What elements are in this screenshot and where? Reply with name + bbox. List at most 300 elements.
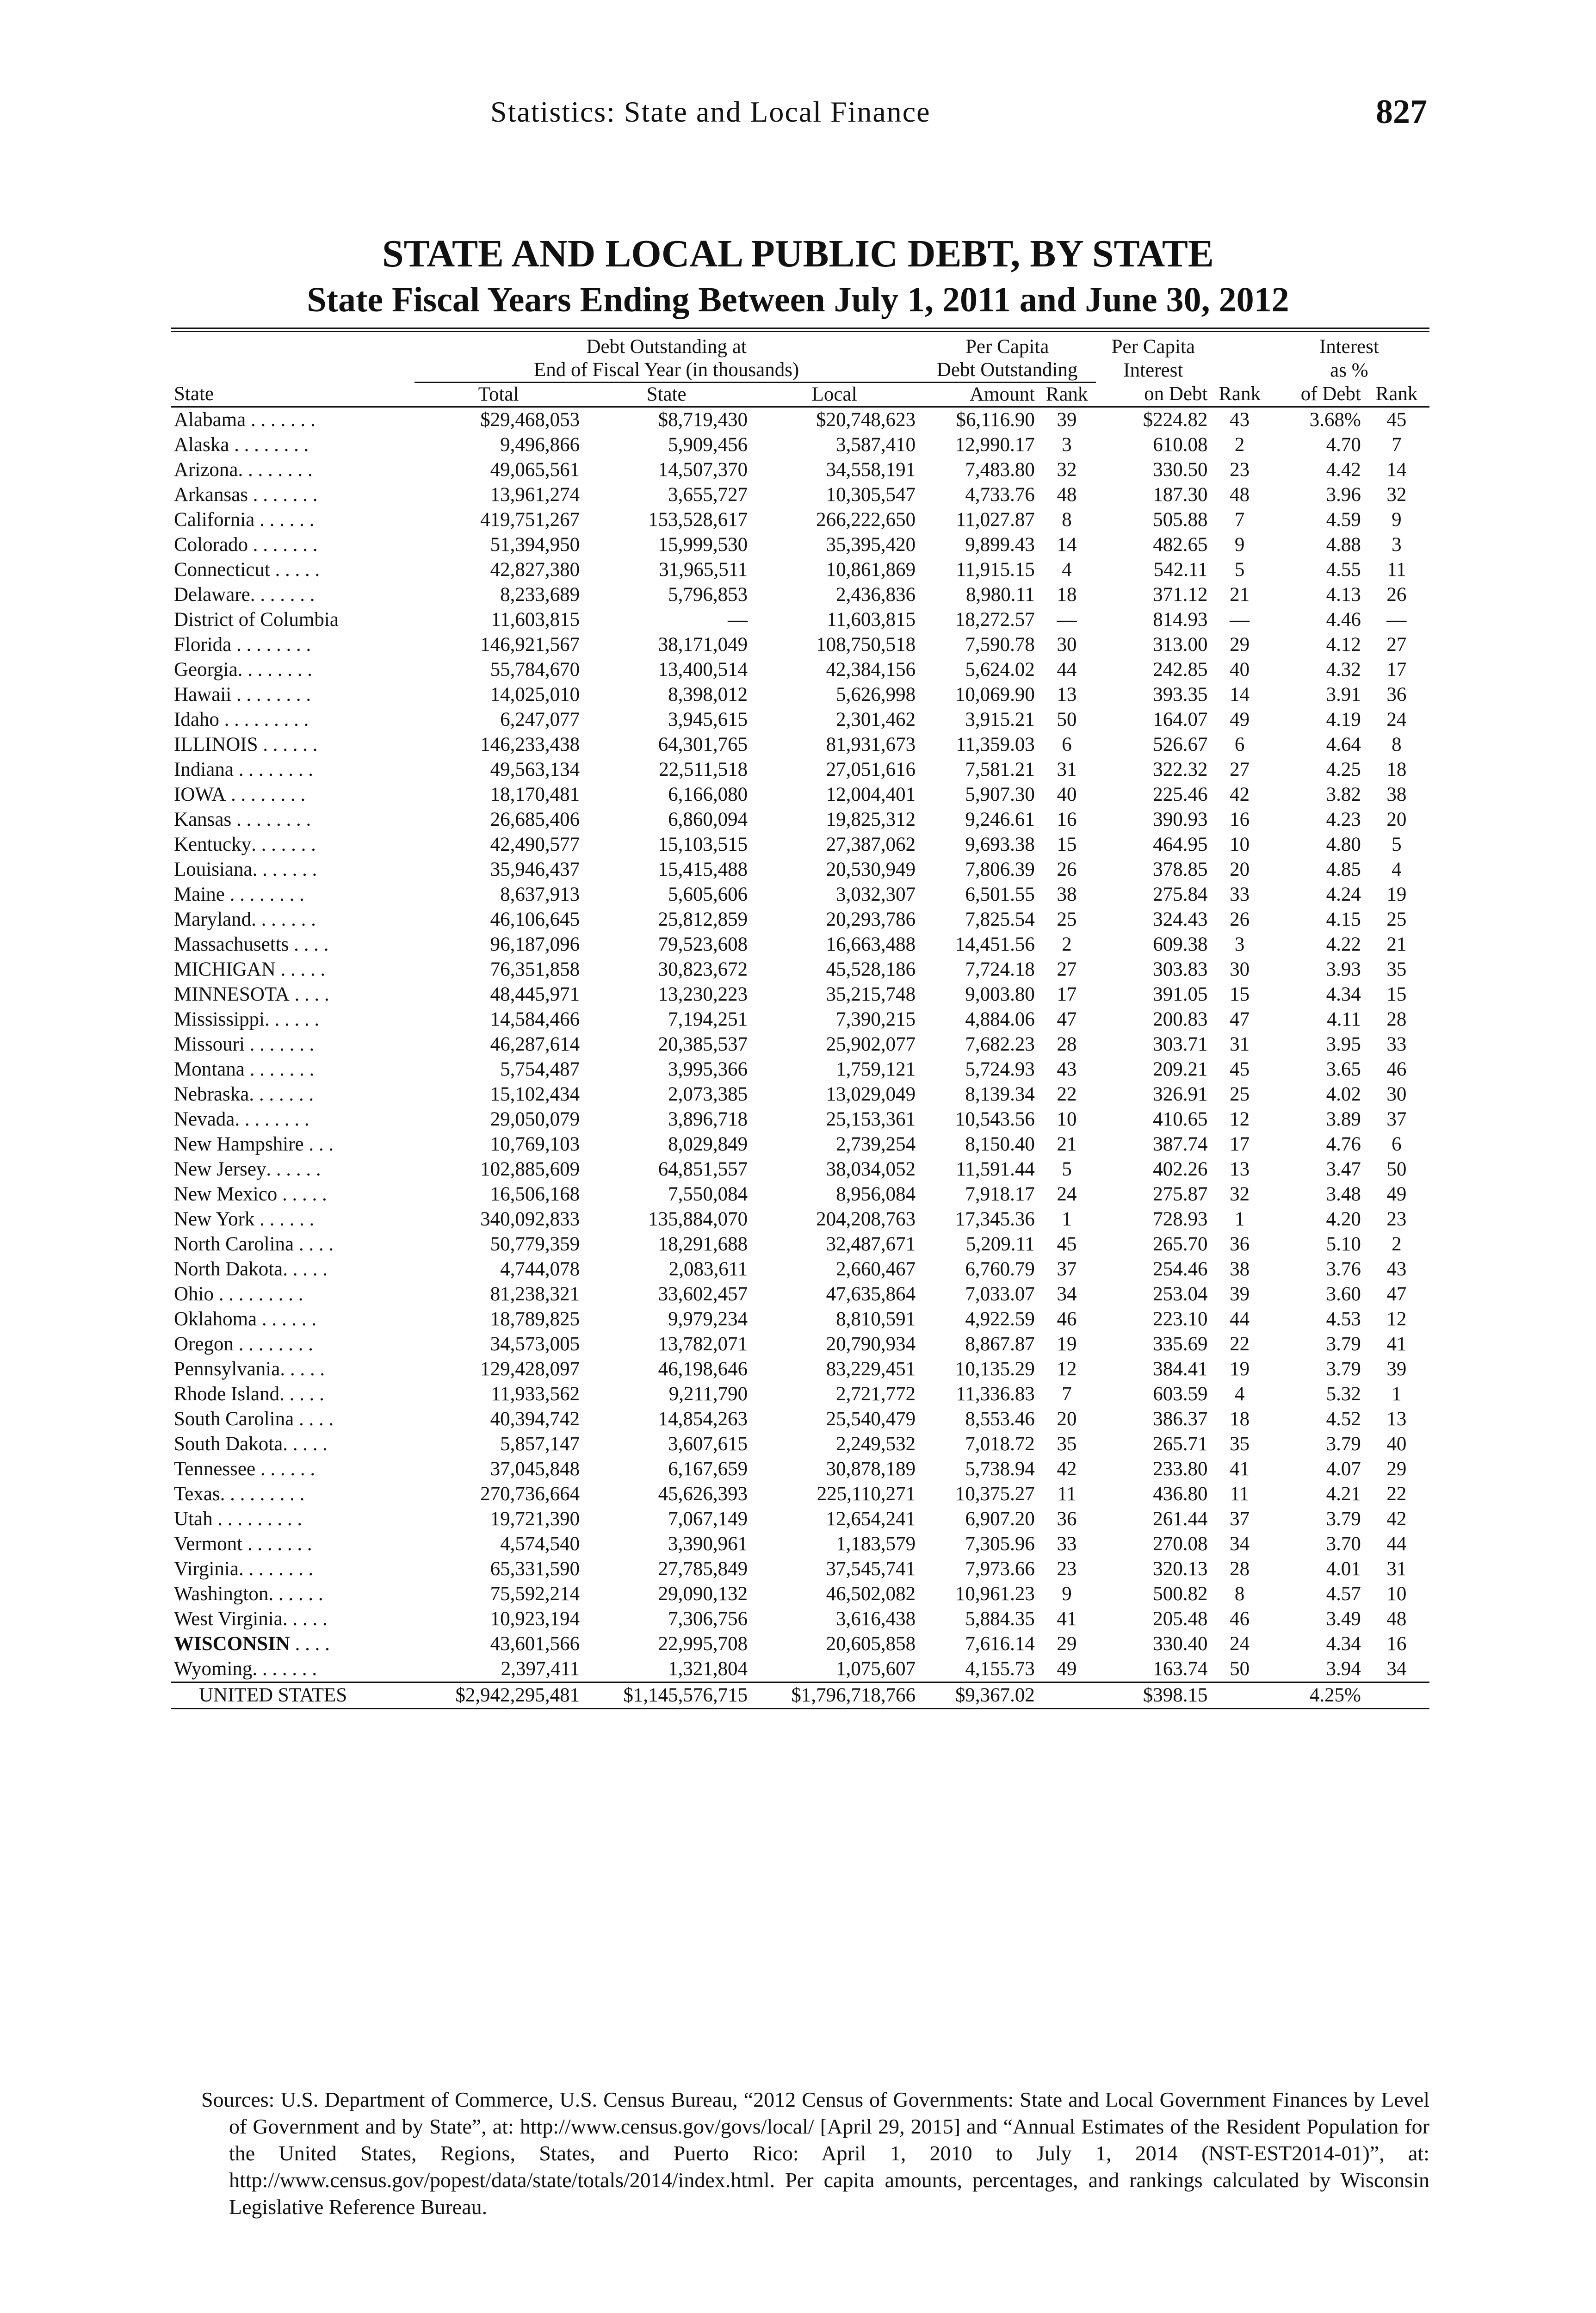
row-local-debt: 5,626,998 <box>836 684 916 705</box>
row-rank-debt: 41 <box>1057 1608 1077 1630</box>
table-row <box>171 957 1429 982</box>
row-rank-interest: 28 <box>1230 1558 1250 1580</box>
header-state: State <box>171 383 414 407</box>
row-interest-pct: 4.42 <box>1326 459 1361 481</box>
row-rank-pct: 10 <box>1386 1583 1407 1605</box>
row-rank-interest: 22 <box>1230 1333 1250 1355</box>
row-local-debt: 20,605,858 <box>826 1633 916 1655</box>
header-per-capita-debt-1: Per Capita <box>965 336 1049 358</box>
table-row <box>171 682 1429 707</box>
row-local-debt: 16,663,488 <box>826 934 916 955</box>
row-total: 5,754,487 <box>500 1058 580 1080</box>
row-rank-interest: 40 <box>1230 659 1250 680</box>
row-rank-debt: 6 <box>1062 734 1072 755</box>
row-per-capita-amount: 7,806.39 <box>965 859 1035 880</box>
row-total: 270,736,664 <box>480 1483 580 1505</box>
row-local-debt: 83,229,451 <box>826 1358 916 1380</box>
state-name-label: Maine <box>174 884 225 905</box>
row-rank-interest: 16 <box>1230 809 1250 830</box>
row-total: 46,287,614 <box>490 1033 580 1055</box>
leader-dots: . . . . . . . <box>249 1083 314 1105</box>
row-state-debt: 13,400,514 <box>658 659 748 680</box>
row-rank-interest: 13 <box>1230 1158 1250 1180</box>
row-rank-interest: 17 <box>1230 1133 1250 1155</box>
row-local-debt: 2,739,254 <box>836 1133 916 1155</box>
row-total: 65,331,590 <box>490 1558 580 1580</box>
row-rank-debt: 44 <box>1057 659 1077 680</box>
row-state-name <box>171 1582 414 1607</box>
row-total: 102,885,609 <box>480 1158 580 1180</box>
row-rank-debt: 4 <box>1062 559 1072 581</box>
row-per-capita-interest: 233.80 <box>1153 1458 1208 1480</box>
row-per-capita-amount: 11,591.44 <box>956 1158 1035 1180</box>
row-per-capita-interest: 335.69 <box>1153 1333 1208 1355</box>
row-interest-pct: 3.91 <box>1326 684 1361 705</box>
row-state-debt: 15,103,515 <box>658 834 748 855</box>
table-row <box>171 857 1429 882</box>
row-rank-interest: 26 <box>1230 909 1250 930</box>
header-rank-2: Rank <box>1210 383 1268 407</box>
table-row <box>171 1257 1429 1282</box>
row-total: 75,592,214 <box>490 1583 580 1605</box>
leader-dots: . . . . . . . . <box>235 1108 309 1130</box>
row-total: 146,921,567 <box>480 634 580 656</box>
leader-dots: . . . . . . . . <box>226 784 306 805</box>
row-per-capita-interest: 187.30 <box>1153 484 1208 506</box>
row-rank-interest: 20 <box>1230 859 1250 880</box>
row-total: 50,779,359 <box>490 1233 580 1255</box>
leader-dots: . . . . . <box>277 1183 327 1205</box>
row-per-capita-amount: 5,209.11 <box>966 1233 1035 1255</box>
row-state-debt: 3,607,615 <box>668 1433 748 1455</box>
row-state-debt: 33,602,457 <box>658 1283 748 1305</box>
row-state-debt: 3,995,366 <box>668 1058 748 1080</box>
table-row <box>171 1432 1429 1457</box>
row-state-name <box>171 1232 414 1257</box>
row-total: 19,721,390 <box>490 1508 580 1530</box>
table-row <box>171 932 1429 957</box>
table-row <box>171 707 1429 732</box>
row-local-debt: 225,110,271 <box>817 1483 916 1505</box>
row-state-name <box>171 1357 414 1382</box>
table-row <box>171 1582 1429 1607</box>
row-total: 13,961,274 <box>490 484 580 506</box>
row-interest-pct: 4.12 <box>1326 634 1361 656</box>
state-name-label: North Carolina <box>174 1233 294 1255</box>
leader-dots: . . . . . . . <box>250 584 315 606</box>
row-per-capita-interest: 223.10 <box>1153 1308 1208 1330</box>
row-per-capita-interest: 378.85 <box>1153 859 1208 880</box>
state-name-label: Indiana <box>174 759 234 780</box>
row-rank-pct: 14 <box>1386 459 1407 481</box>
row-interest-pct: 4.11 <box>1327 1008 1361 1030</box>
row-rank-pct: 9 <box>1392 509 1402 531</box>
row-state-debt: 9,211,790 <box>668 1383 748 1405</box>
row-per-capita-amount: 7,682.23 <box>965 1033 1035 1055</box>
row-per-capita-amount: 8,139.34 <box>965 1083 1035 1105</box>
row-total: 42,490,577 <box>490 834 580 855</box>
row-local-debt: 81,931,673 <box>826 734 916 755</box>
row-state-name <box>171 582 414 607</box>
row-interest-pct: 4.21 <box>1326 1483 1361 1505</box>
table-row <box>171 757 1429 782</box>
leader-dots: . . . . . . <box>264 1008 320 1030</box>
row-total: 55,784,670 <box>490 659 580 680</box>
row-state-name <box>171 982 414 1007</box>
row-rank-debt: 36 <box>1057 1508 1077 1530</box>
row-total: 4,744,078 <box>500 1258 580 1280</box>
header-debt-outstanding-2: End of Fiscal Year (in thousands) <box>414 359 918 383</box>
row-total: 29,050,079 <box>490 1108 580 1130</box>
table-row <box>171 1407 1429 1432</box>
row-rank-interest: 2 <box>1234 434 1245 456</box>
state-name-label: New Hampshire <box>174 1133 304 1155</box>
header-interest-pct-1: Interest <box>1319 336 1379 358</box>
row-interest-pct: 4.02 <box>1326 1083 1361 1105</box>
row-rank-pct: 17 <box>1386 659 1407 680</box>
row-interest-pct: 4.55 <box>1326 559 1361 581</box>
row-per-capita-interest: 393.35 <box>1153 684 1208 705</box>
row-per-capita-interest: 482.65 <box>1153 534 1208 556</box>
row-local-debt: 32,487,671 <box>826 1233 916 1255</box>
row-interest-pct: 4.34 <box>1326 983 1361 1005</box>
row-interest-pct: 4.76 <box>1326 1133 1361 1155</box>
row-rank-pct: 29 <box>1386 1458 1407 1480</box>
table-row <box>171 732 1429 757</box>
row-state-debt: 29,090,132 <box>658 1583 748 1605</box>
row-state-name <box>171 832 414 857</box>
header-rank-1: Rank <box>1038 383 1096 407</box>
row-per-capita-interest: 261.44 <box>1153 1508 1208 1530</box>
leader-dots: . . . . . . . <box>251 834 316 855</box>
table-row <box>171 532 1429 557</box>
row-local-debt: 2,436,836 <box>836 584 916 606</box>
row-per-capita-amount: 5,724.93 <box>965 1058 1035 1080</box>
row-rank-pct: 48 <box>1386 1608 1407 1630</box>
row-state-debt: 3,655,727 <box>668 484 748 506</box>
row-interest-pct: 3.68% <box>1309 409 1361 431</box>
header-per-capita-interest-3: on Debt <box>1096 383 1210 407</box>
row-interest-pct: 4.85 <box>1326 859 1361 880</box>
row-state-name <box>171 1182 414 1207</box>
row-rank-pct: 22 <box>1386 1483 1407 1505</box>
row-per-capita-interest: 387.74 <box>1153 1133 1208 1155</box>
row-per-capita-amount: 5,624.02 <box>965 659 1035 680</box>
row-total: 18,170,481 <box>490 784 580 805</box>
row-rank-pct: 24 <box>1386 709 1407 730</box>
row-state-debt: 3,390,961 <box>668 1533 748 1555</box>
state-name-label: Oregon <box>174 1333 234 1355</box>
row-interest-pct: 3.95 <box>1326 1033 1361 1055</box>
row-interest-pct: 3.79 <box>1326 1508 1361 1530</box>
row-local-debt: 25,153,361 <box>826 1108 916 1130</box>
row-rank-pct: 33 <box>1386 1033 1407 1055</box>
row-rank-debt: 50 <box>1057 709 1077 730</box>
row-state-name <box>171 657 414 682</box>
row-local-debt: 42,384,156 <box>826 659 916 680</box>
leader-dots: . . . . . . . . <box>238 1558 314 1580</box>
row-rank-debt: — <box>1057 609 1077 631</box>
row-state-debt: 18,291,688 <box>658 1233 748 1255</box>
state-name-label: Arizona <box>174 459 238 481</box>
table-row <box>171 1232 1429 1257</box>
row-total: 2,397,411 <box>414 1657 582 1682</box>
header-per-capita-interest-1: Per Capita <box>1111 336 1195 358</box>
row-interest-pct: 4.88 <box>1326 534 1361 556</box>
row-per-capita-amount: 6,760.79 <box>965 1258 1035 1280</box>
state-name-label: Arkansas <box>174 484 248 506</box>
row-state-name <box>171 1432 414 1457</box>
row-state-name <box>171 1532 414 1557</box>
row-rank-interest: 11 <box>1230 1483 1250 1505</box>
row-per-capita-interest: 225.46 <box>1153 784 1208 805</box>
leader-dots: . . . . . . . <box>251 909 316 930</box>
state-name-label: District of Columbia <box>174 609 339 631</box>
leader-dots: . . . . . . . . . <box>212 1508 303 1530</box>
state-name-label: Alaska <box>174 434 229 456</box>
row-interest-pct: 4.59 <box>1326 509 1361 531</box>
total-amount: $9,367.02 <box>918 1682 1038 1709</box>
row-total: 49,563,134 <box>490 759 580 780</box>
state-name-label: Mississippi <box>174 1008 265 1030</box>
row-total: 76,351,858 <box>490 959 580 980</box>
row-total: 42,827,380 <box>490 559 580 581</box>
row-local-debt: 204,208,763 <box>816 1208 916 1230</box>
leader-dots: . . . . . . <box>268 1583 323 1605</box>
row-rank-interest: 35 <box>1230 1433 1250 1455</box>
row-rank-debt: 14 <box>1057 534 1077 556</box>
row-per-capita-interest: 270.08 <box>1153 1533 1208 1555</box>
row-interest-pct: 3.48 <box>1326 1183 1361 1205</box>
row-interest-pct: 4.22 <box>1326 934 1361 955</box>
row-rank-pct: 42 <box>1386 1508 1407 1530</box>
row-per-capita-interest: 265.71 <box>1153 1433 1208 1455</box>
table-row <box>171 1557 1429 1582</box>
row-total: 37,045,848 <box>490 1458 580 1480</box>
row-local-debt: 2,301,462 <box>836 709 916 730</box>
leader-dots: . . . . . . . <box>244 1033 315 1055</box>
row-local-debt: 35,395,420 <box>826 534 916 556</box>
row-state-name <box>171 1107 414 1132</box>
leader-dots: . . . . . . <box>255 1458 315 1480</box>
leader-dots: . . . . . . <box>254 509 315 531</box>
row-per-capita-amount: 17,345.36 <box>955 1208 1035 1230</box>
row-local-debt: 10,861,869 <box>826 559 916 581</box>
row-rank-pct: 6 <box>1392 1133 1402 1155</box>
row-state-name <box>171 932 414 957</box>
row-interest-pct: 3.65 <box>1326 1058 1361 1080</box>
row-state-debt: 14,507,370 <box>658 459 748 481</box>
row-total: 8,233,689 <box>500 584 580 606</box>
row-rank-debt: 37 <box>1057 1258 1077 1280</box>
table-row <box>171 1607 1429 1632</box>
row-interest-pct: 4.46 <box>1326 609 1361 631</box>
table-row <box>171 1332 1429 1357</box>
row-rank-interest: 27 <box>1230 759 1250 780</box>
row-rank-pct: 26 <box>1386 584 1407 606</box>
row-rank-debt: 35 <box>1057 1433 1077 1455</box>
row-rank-debt: 34 <box>1057 1283 1077 1305</box>
total-state: $1,145,576,715 <box>582 1682 750 1709</box>
row-interest-pct: 3.82 <box>1326 784 1361 805</box>
row-state-name <box>171 1407 414 1432</box>
row-per-capita-amount: 18,272.57 <box>955 609 1035 631</box>
leader-dots: . . . . . <box>283 1433 328 1455</box>
row-total: 6,247,077 <box>500 709 580 730</box>
page-number: 827 <box>1376 93 1427 131</box>
row-state-debt: 13,230,223 <box>658 983 748 1005</box>
row-interest-pct: 4.57 <box>1326 1583 1361 1605</box>
row-total: 16,506,168 <box>490 1183 580 1205</box>
row-local-debt: 2,721,772 <box>836 1383 916 1405</box>
row-state-debt: 64,851,557 <box>658 1158 748 1180</box>
row-local-debt: 25,902,077 <box>826 1033 916 1055</box>
row-rank-debt: 26 <box>1057 859 1077 880</box>
row-per-capita-amount: 12,990.17 <box>955 434 1035 456</box>
row-per-capita-amount: 7,616.14 <box>965 1633 1035 1655</box>
row-local-debt: 2,660,467 <box>836 1258 916 1280</box>
row-state-name <box>171 557 414 582</box>
table-body <box>171 407 1429 1682</box>
row-rank-debt: 33 <box>1057 1533 1077 1555</box>
row-state-debt: 45,626,393 <box>658 1483 748 1505</box>
row-per-capita-amount: 14,451.56 <box>955 934 1035 955</box>
row-state-name <box>171 1482 414 1507</box>
table-row <box>171 407 1429 433</box>
table-row <box>171 507 1429 532</box>
leader-dots: . . . . . . . <box>244 1058 315 1080</box>
row-rank-interest: 25 <box>1230 1083 1250 1105</box>
state-name-label: Idaho <box>174 709 219 730</box>
row-per-capita-amount: 10,543.56 <box>955 1108 1035 1130</box>
leader-dots: . . . . . <box>282 1608 328 1630</box>
row-per-capita-amount: 9,003.80 <box>965 983 1035 1005</box>
row-local-debt: 19,825,312 <box>826 809 916 830</box>
row-rank-interest: 31 <box>1230 1033 1250 1055</box>
row-total: 340,092,833 <box>480 1208 580 1230</box>
row-rank-interest: 4 <box>1234 1383 1245 1405</box>
table-subtitle: State Fiscal Years Ending Between July 1, 2011 and June 30, 2012 <box>307 280 1289 319</box>
row-per-capita-amount: 4,884.06 <box>965 1008 1035 1030</box>
row-interest-pct: 3.76 <box>1326 1258 1361 1280</box>
state-name-label: Alabama <box>174 409 246 431</box>
row-rank-debt: 19 <box>1057 1333 1077 1355</box>
row-per-capita-interest: 371.12 <box>1153 584 1208 606</box>
row-total: 11,933,562 <box>491 1383 580 1405</box>
row-rank-pct: 44 <box>1386 1533 1407 1555</box>
leader-dots: . . . . <box>289 934 329 955</box>
leader-dots: . . . . . . <box>266 1158 321 1180</box>
row-interest-pct: 3.49 <box>1326 1608 1361 1630</box>
row-state-debt: 1,321,804 <box>582 1657 750 1682</box>
row-interest-pct: 3.79 <box>1326 1358 1361 1380</box>
row-rank-debt: 8 <box>1062 509 1072 531</box>
row-rank-interest: 19 <box>1230 1358 1250 1380</box>
state-name-label: Texas <box>174 1483 220 1505</box>
table-row <box>171 1107 1429 1132</box>
row-rank-debt: 5 <box>1062 1158 1072 1180</box>
leader-dots: . . . . . . . . . <box>214 1283 303 1305</box>
row-rank-pct: 36 <box>1386 684 1407 705</box>
row-local-debt: 34,558,191 <box>826 459 916 481</box>
row-rank-interest: 45 <box>1230 1058 1250 1080</box>
header-per-capita-debt-2: Debt Outstanding <box>918 359 1096 383</box>
row-state-name <box>171 1457 414 1482</box>
row-total: 4,574,540 <box>500 1533 580 1555</box>
row-state-name <box>171 732 414 757</box>
table-row <box>171 657 1429 682</box>
row-rank-interest: 49 <box>1230 709 1250 730</box>
table-row <box>171 458 1429 482</box>
table-row <box>171 582 1429 607</box>
row-per-capita-amount: 6,501.55 <box>965 884 1035 905</box>
row-state-name <box>171 1057 414 1082</box>
row-local-debt: 13,029,049 <box>826 1083 916 1105</box>
row-rank-pct: 3 <box>1392 534 1402 556</box>
leader-dots: . . . . . . . . <box>231 634 311 656</box>
row-rank-debt: 43 <box>1057 1058 1077 1080</box>
row-per-capita-interest: 163.74 <box>1096 1657 1210 1682</box>
leader-dots: . . . . . . . . <box>231 684 311 705</box>
leader-dots: . . . <box>303 1133 334 1155</box>
sources-note <box>201 2086 1429 2220</box>
row-rank-pct: 7 <box>1392 434 1402 456</box>
row-per-capita-interest: 436.80 <box>1153 1483 1208 1505</box>
row-per-capita-amount: 7,033.07 <box>965 1283 1035 1305</box>
row-local-debt: 3,587,410 <box>836 434 916 456</box>
row-rank-debt: 24 <box>1057 1183 1077 1205</box>
row-rank-debt: 31 <box>1057 759 1077 780</box>
row-state-name <box>171 782 414 807</box>
row-total: 10,923,194 <box>490 1608 580 1630</box>
row-local-debt: 7,390,215 <box>836 1008 916 1030</box>
row-per-capita-interest: 275.84 <box>1153 884 1208 905</box>
row-rank-debt: 27 <box>1057 959 1077 980</box>
row-state-name <box>171 1607 414 1632</box>
row-state-debt: 135,884,070 <box>648 1208 748 1230</box>
row-rank-pct: 40 <box>1386 1433 1407 1455</box>
row-rank-pct: 31 <box>1386 1558 1407 1580</box>
row-rank-debt: 15 <box>1057 834 1077 855</box>
row-rank-pct: 12 <box>1386 1308 1407 1330</box>
leader-dots: . . . . . . . . <box>224 884 304 905</box>
row-rank-interest: 18 <box>1230 1408 1250 1430</box>
row-interest-pct: 3.60 <box>1326 1283 1361 1305</box>
row-per-capita-amount: 9,246.61 <box>965 809 1035 830</box>
row-state-debt: 6,167,659 <box>668 1458 748 1480</box>
state-name-label: Rhode Island <box>174 1383 280 1405</box>
row-state-name <box>171 1657 414 1682</box>
leader-dots: . . . . . . . <box>242 1533 312 1555</box>
table-row <box>171 1032 1429 1057</box>
state-name-label: Pennsylvania <box>174 1358 280 1380</box>
row-total: 10,769,103 <box>490 1133 580 1155</box>
row-per-capita-amount: 7,825.54 <box>965 909 1035 930</box>
row-total: 81,238,321 <box>490 1283 580 1305</box>
row-per-capita-interest: 254.46 <box>1153 1258 1208 1280</box>
table-row <box>171 1357 1429 1382</box>
row-rank-debt: 29 <box>1057 1633 1077 1655</box>
table-row <box>171 1482 1429 1507</box>
row-rank-debt: 38 <box>1057 884 1077 905</box>
header-total: Total <box>414 383 582 407</box>
row-rank-pct: 39 <box>1386 1358 1407 1380</box>
state-name-label: ILLINOIS <box>174 734 258 755</box>
row-interest-pct: 4.19 <box>1326 709 1361 730</box>
table-row <box>171 1282 1429 1307</box>
row-state-name <box>171 757 414 782</box>
row-interest-pct: 4.13 <box>1326 584 1361 606</box>
